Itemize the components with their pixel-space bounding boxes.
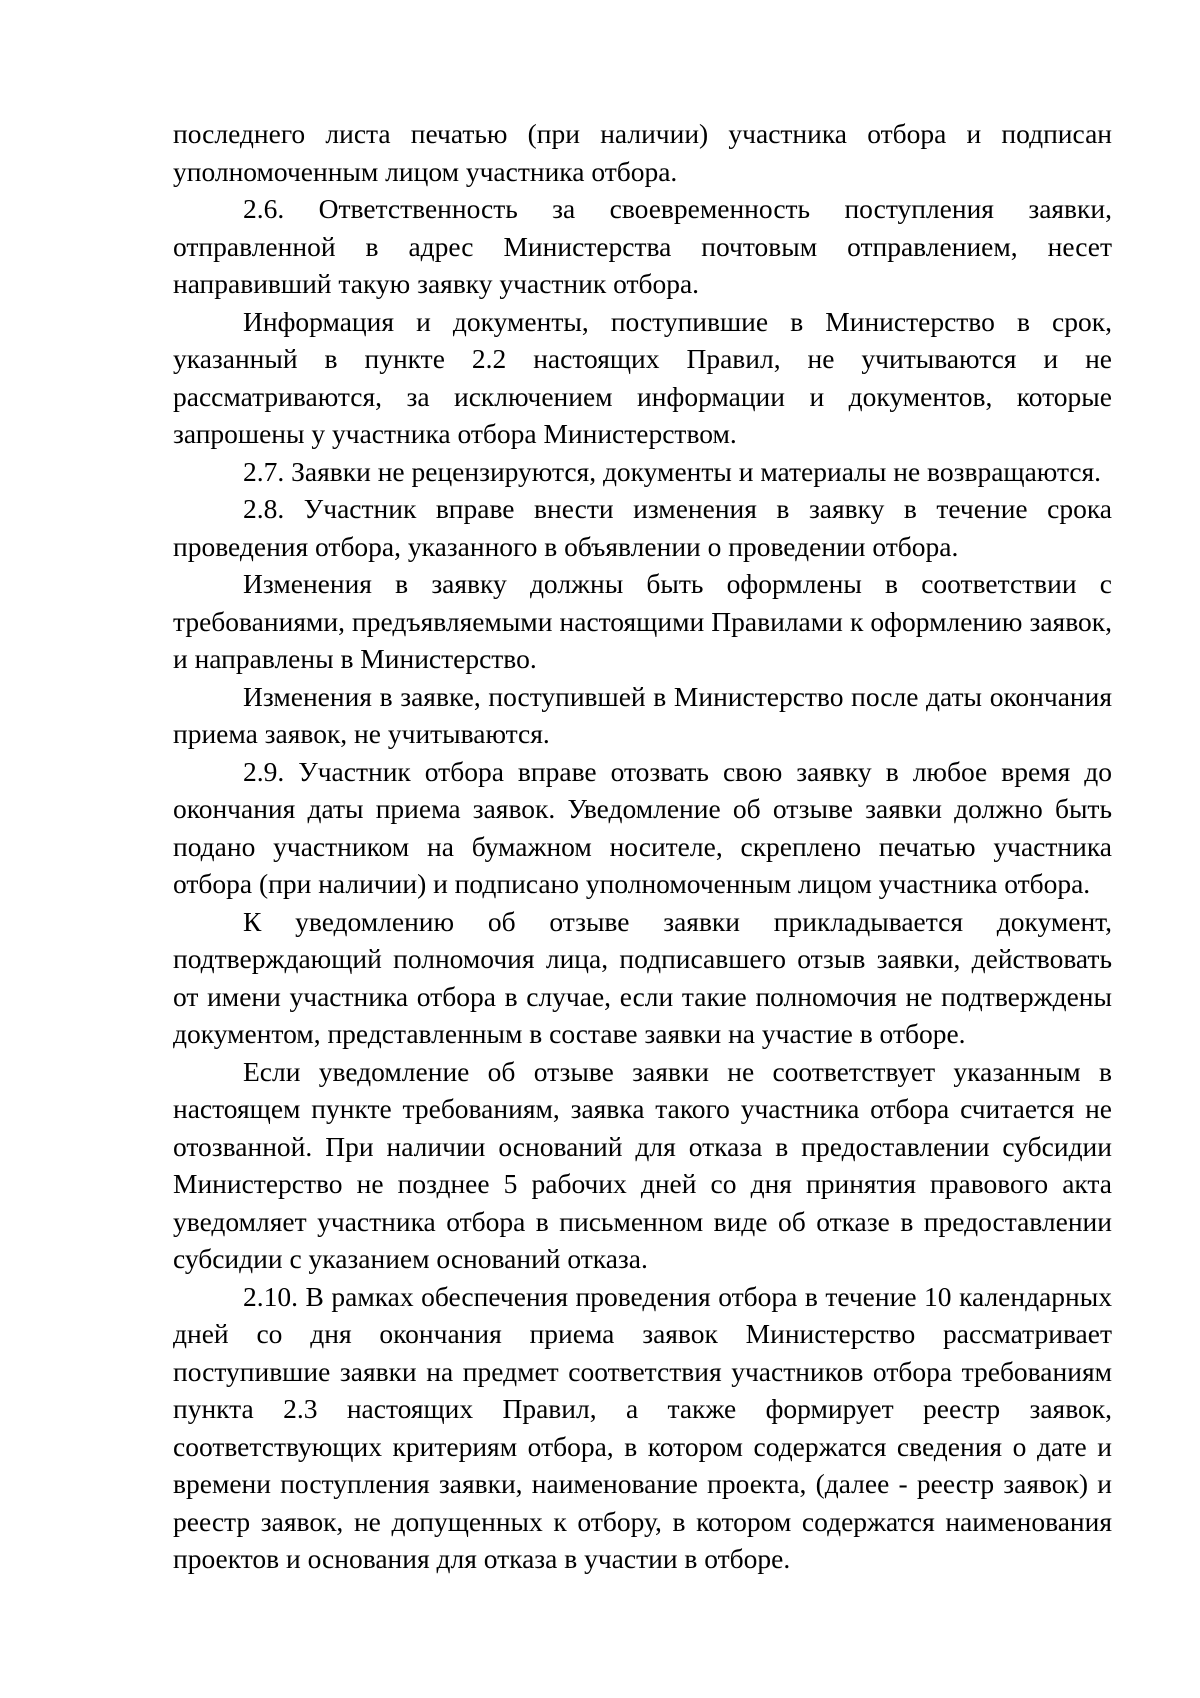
paragraph-2-8: 2.8. Участник вправе внести изменения в заявку в течение срока проведения отбора, указанного в объявлении о проведении отбора. <box>173 493 1112 562</box>
paragraph-continuation: последнего листа печатью (при наличии) участника отбора и подписан уполномоченным лицом участника отбора. <box>173 118 1112 187</box>
paragraph-withdrawal-refusal: Если уведомление об отзыве заявки не соответствует указанным в настоящем пункте требованиям, заявка такого участника отбора считается не отозванной. При наличии оснований для отказа в предоставлении субсидии Министерство не позднее 5 рабочих дней со дня принятия правового акта уведомляет участника отбора в письменном виде об отказе в предоставлении субсидии с указанием оснований отказа. <box>173 1055 1112 1274</box>
paragraph-2-7: 2.7. Заявки не рецензируются, документы и материалы не возвращаются. <box>243 455 1102 487</box>
paragraph-2-10: 2.10. В рамках обеспечения проведения отбора в течение 10 календарных дней со дня окончания приема заявок Министерство рассматривает поступившие заявки на предмет соответствия участников отбора требованиям пункта 2.3 настоящих Правил, а также формирует реестр заявок, соответствующих критериям отбора, в котором содержатся сведения о дате и времени поступления заявки, наименование проекта, (далее - реестр заявок) и реестр заявок, не допущенных к отбору, в котором содержатся наименования проектов и основания для отказа в участии в отборе. <box>173 1280 1112 1574</box>
paragraph-changes-requirements: Изменения в заявку должны быть оформлены в соответствии с требованиями, предъявляемыми настоящими Правилами к оформлению заявок, и направлены в Министерство. <box>173 568 1112 674</box>
paragraph-2-6: 2.6. Ответственность за своевременность поступления заявки, отправленной в адрес Министерства почтовым отправлением, несет направивший такую заявку участник отбора. <box>173 193 1112 299</box>
paragraph-changes-not-considered: Изменения в заявке, поступившей в Министерство после даты окончания приема заявок, не учитываются. <box>173 680 1112 749</box>
paragraph-withdrawal-document: К уведомлению об отзыве заявки прикладывается документ, подтверждающий полномочия лица, подписавшего отзыв заявки, действовать от имени участника отбора в случае, если такие полномочия не подтверждены документом, представленным в составе заявки на участие в отборе. <box>173 905 1112 1049</box>
paragraph-information-documents: Информация и документы, поступившие в Министерство в срок, указанный в пункте 2.2 настоящих Правил, не учитываются и не рассматриваются, за исключением информации и документов, которые запрошены у участника отбора Министерством. <box>173 305 1112 449</box>
paragraph-2-9: 2.9. Участник отбора вправе отозвать свою заявку в любое время до окончания даты приема заявок. Уведомление об отзыве заявки должно быть подано участником на бумажном носителе, скреплено печатью участника отбора (при наличии) и подписано уполномоченным лицом участника отбора. <box>173 755 1112 899</box>
